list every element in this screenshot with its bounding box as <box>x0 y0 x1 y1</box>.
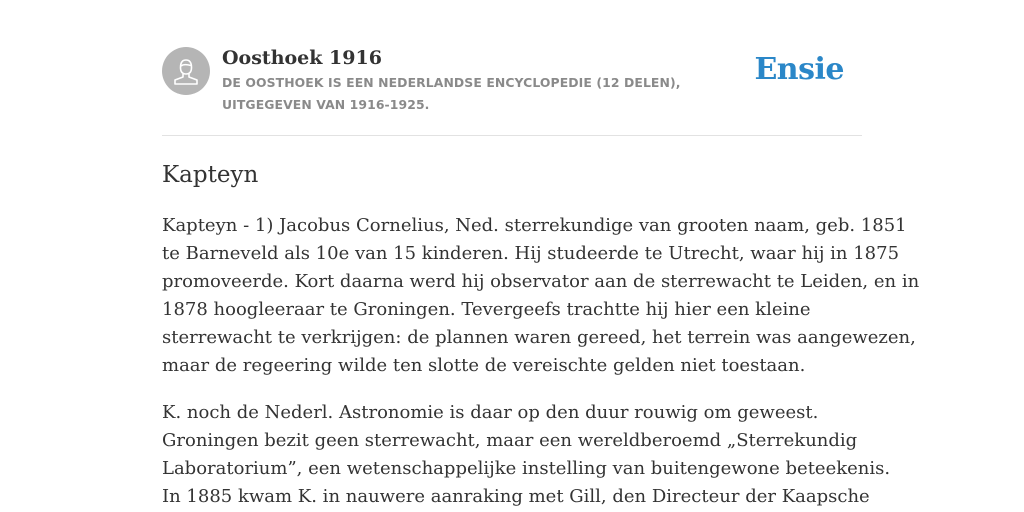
source-description: DE OOSTHOEK IS EEN NEDERLANDSE ENCYCLOPEDIE (12 DELEN), UITGEGEVEN VAN 1916-1925. <box>222 75 681 112</box>
paragraph-line: Laboratorium”, een wetenschappelijke instelling van buitengewone beteekenis. <box>162 458 891 479</box>
paragraph-line: promoveerde. Kort daarna werd hij observator aan de sterrewacht te Leiden, en in <box>162 271 920 292</box>
paragraph-line: te Barneveld als 10e van 15 kinderen. Hij studeerde te Utrecht, waar hij in 1875 <box>162 243 900 264</box>
paragraph-line: maar de regeering wilde ten slotte de vereischte gelden niet toestaan. <box>162 355 806 376</box>
paragraph-line: sterrewacht te verkrijgen: de plannen waren gereed, het terrein was aangewezen, <box>162 327 916 348</box>
paragraph-line: 1878 hoogleeraar te Groningen. Tevergeefs trachtte hij hier een kleine <box>162 299 811 320</box>
source-title[interactable]: Oosthoek 1916 <box>222 47 382 69</box>
paragraph-line: Kapteyn - 1) Jacobus Cornelius, Ned. sterrekundige van grooten naam, geb. 1851 <box>162 215 907 236</box>
article-paragraph-1 <box>162 212 920 380</box>
source-header <box>162 44 862 136</box>
ensie-logo[interactable]: Ensie <box>754 52 844 87</box>
paragraph-line: Groningen bezit geen sterrewacht, maar een wereldberoemd „Sterrekundig <box>162 430 858 451</box>
user-icon <box>162 47 210 95</box>
source-avatar[interactable] <box>162 47 210 95</box>
article-body <box>162 212 920 512</box>
paragraph-line: K. noch de Nederl. Astronomie is daar op den duur rouwig om geweest. <box>162 402 819 423</box>
article-title: Kapteyn <box>162 162 259 188</box>
paragraph-line: In 1885 kwam K. in nauwere aanraking met Gill, den Directeur der Kaapsche <box>162 486 870 507</box>
article-paragraph-2 <box>162 399 891 511</box>
header-divider <box>162 135 862 136</box>
